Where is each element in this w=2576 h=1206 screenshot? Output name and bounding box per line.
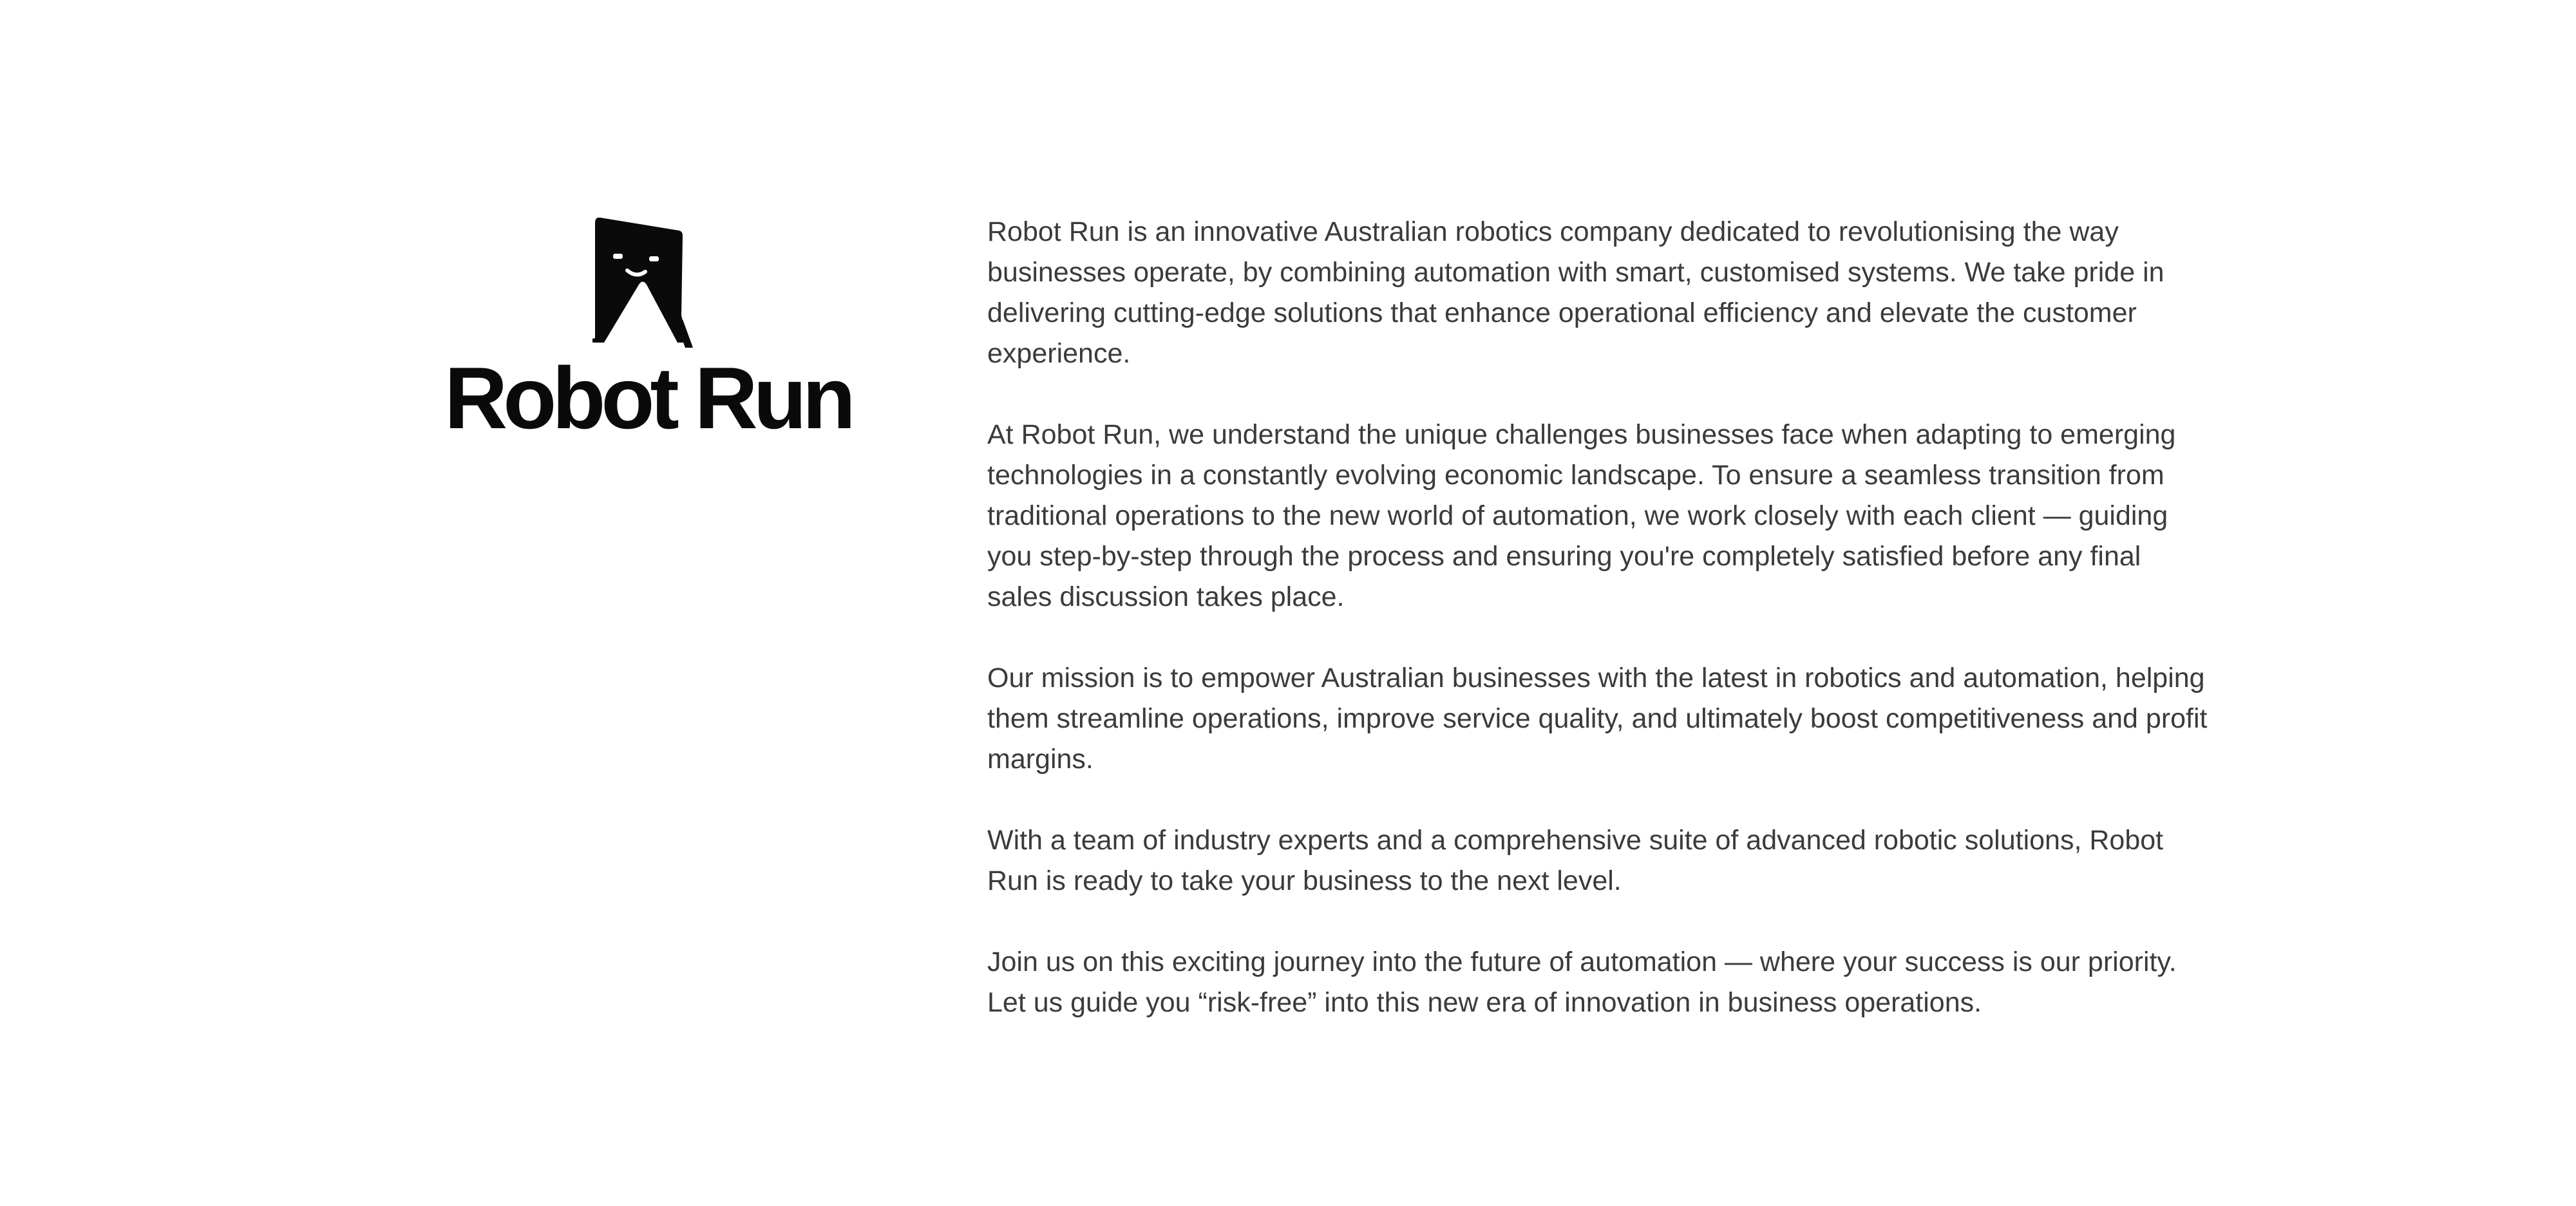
about-paragraph-team: With a team of industry experts and a comprehensive suite of advanced robotic solutions, Robot Run is ready to take your business to the next level. <box>987 825 2164 896</box>
about-paragraph-mission: Our mission is to empower Australian businesses with the latest in robotics and automation, helping them streamline operations, improve service quality, and ultimately boost competitiveness and profit margins. <box>987 663 2208 775</box>
about-text <box>987 212 2211 1023</box>
brand-wordmark: Robot Run <box>444 349 851 447</box>
about-paragraph-closing <box>987 942 2211 1023</box>
closing-line-1: Join us on this exciting journey into the future of automation — where your success is our priority. <box>987 947 2177 977</box>
brand-logo <box>444 212 851 457</box>
robot-mascot-icon <box>585 216 696 349</box>
about-paragraph-approach: At Robot Run, we understand the unique challenges businesses face when adapting to emerging technologies in a constantly evolving economic landscape. To ensure a seamless transition from traditional operations to the new world of automation, we work closely with each client — guiding you step-by-step through the process and ensuring you're completely satisfied before any final sales discussion takes place. <box>987 419 2176 612</box>
about-paragraph-intro: Robot Run is an innovative Australian robotics company dedicated to revolutionising the way businesses operate, by combining automation with smart, customised systems. We take pride in delivering cutting-edge solutions that enhance operational efficiency and elevate the customer experience. <box>987 216 2164 369</box>
closing-line-2: Let us guide you “risk-free” into this new era of innovation in business operations. <box>987 987 1982 1018</box>
